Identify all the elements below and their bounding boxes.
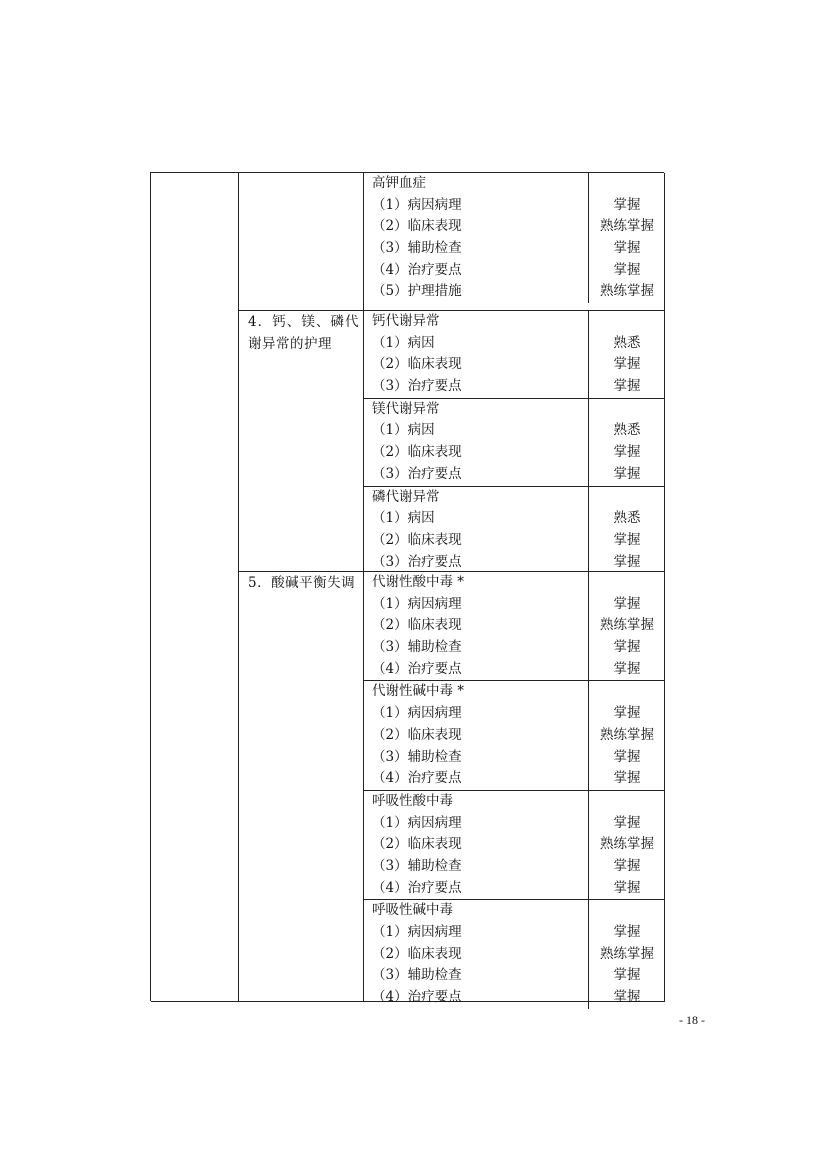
content-item: （1）病因病理 — [372, 196, 462, 213]
page-number: - 18 - — [679, 1013, 705, 1027]
content-item: （1）病因 — [372, 510, 435, 527]
requirement-level: 掌握 — [613, 444, 641, 461]
topic-title: 呼吸性碱中毒 — [372, 902, 453, 919]
content-item: （1）病因 — [372, 422, 435, 439]
unit-title: 5．酸碱平衡失调 — [248, 575, 356, 591]
requirement-level: 熟练掌握 — [600, 617, 654, 634]
unit-cell-calcium-magnesium-phosphorus — [239, 311, 364, 572]
content-item: （2）临床表现 — [372, 945, 462, 962]
content-block — [364, 572, 664, 681]
content-item: （3）治疗要点 — [372, 378, 462, 395]
content-item: （3）辅助检查 — [372, 639, 462, 656]
content-block — [364, 681, 664, 790]
content-item: （3）治疗要点 — [372, 465, 462, 482]
requirement-level: 掌握 — [613, 857, 641, 874]
syllabus-table — [150, 172, 664, 1006]
requirement-column — [589, 791, 665, 899]
content-item: （3）辅助检查 — [372, 857, 462, 874]
content-item: （1）病因病理 — [372, 924, 462, 940]
requirement-blank — [589, 900, 665, 922]
unit-title: 4．钙、镁、磷代谢异常的护理 — [248, 314, 359, 352]
unit-cell-empty — [239, 173, 364, 311]
content-item: （4）治疗要点 — [372, 660, 462, 677]
content-item: （4）治疗要点 — [372, 770, 462, 787]
requirement-level: 熟练掌握 — [600, 283, 654, 300]
content-item: （2）临床表现 — [372, 726, 462, 743]
requirement-blank — [589, 487, 665, 509]
requirement-level: 掌握 — [613, 595, 641, 612]
requirement-level: 熟悉 — [613, 510, 641, 527]
content-item: （2）临床表现 — [372, 444, 462, 461]
topic-title: 呼吸性酸中毒 — [372, 792, 453, 809]
requirement-blank — [589, 399, 665, 421]
requirement-level: 掌握 — [613, 967, 641, 984]
content-item: （5）护理措施 — [372, 283, 462, 300]
requirement-blank — [589, 681, 665, 703]
content-item: （2）临床表现 — [372, 218, 462, 235]
requirement-level: 掌握 — [613, 639, 641, 656]
requirement-level: 熟练掌握 — [600, 218, 654, 235]
content-block — [364, 399, 664, 487]
requirement-level: 掌握 — [613, 378, 641, 395]
content-text-column — [364, 311, 589, 398]
content-block — [364, 311, 664, 399]
content-text-column — [364, 399, 589, 486]
content-text-column — [364, 681, 589, 789]
content-cell — [364, 572, 665, 1006]
content-item: （4）治疗要点 — [372, 989, 462, 1006]
requirement-level: 熟练掌握 — [600, 726, 654, 743]
requirement-level: 掌握 — [613, 261, 641, 278]
content-item: （2）临床表现 — [372, 836, 462, 853]
content-cell — [364, 311, 665, 572]
requirement-level: 掌握 — [613, 748, 641, 765]
content-item: （2）临床表现 — [372, 617, 462, 634]
requirement-blank — [589, 173, 665, 195]
chapter-cell — [151, 173, 239, 1002]
topic-title: 代谢性酸中毒 * — [372, 574, 465, 590]
content-item: （3）辅助检查 — [372, 967, 462, 984]
content-text-column — [364, 572, 589, 680]
requirement-blank — [589, 572, 665, 594]
content-item: （4）治疗要点 — [372, 261, 462, 278]
requirement-level: 掌握 — [613, 770, 641, 787]
requirement-level: 熟悉 — [613, 422, 641, 439]
requirement-level: 掌握 — [613, 879, 641, 896]
requirement-level: 掌握 — [613, 814, 641, 831]
content-item: （1）病因病理 — [372, 705, 462, 722]
requirement-column — [589, 173, 665, 303]
requirement-level: 掌握 — [613, 660, 641, 677]
requirement-level: 熟练掌握 — [600, 836, 654, 853]
unit-title — [239, 173, 363, 174]
requirement-level: 掌握 — [613, 465, 641, 482]
requirement-blank — [589, 311, 665, 333]
topic-title: 磷代谢异常 — [372, 488, 440, 505]
content-item: （4）治疗要点 — [372, 879, 462, 896]
requirement-level: 熟悉 — [613, 334, 641, 351]
requirement-column — [589, 399, 665, 486]
topic-title: 高钾血症 — [372, 175, 426, 191]
content-item: （3）辅助检查 — [372, 748, 462, 765]
requirement-column — [589, 311, 665, 398]
content-cell — [364, 173, 665, 311]
content-block — [364, 900, 664, 1008]
content-item: （1）病因病理 — [372, 814, 462, 831]
content-item: （3）辅助检查 — [372, 240, 462, 257]
requirement-level: 熟练掌握 — [600, 945, 654, 962]
requirement-column — [589, 487, 665, 574]
content-block — [364, 487, 664, 574]
content-text-column — [364, 900, 589, 1008]
content-item: （2）临床表现 — [372, 356, 462, 373]
content-text-column — [364, 173, 589, 303]
requirement-column — [589, 900, 665, 1008]
requirement-level: 掌握 — [613, 531, 641, 548]
topic-title: 钙代谢异常 — [372, 313, 440, 329]
content-block — [364, 173, 664, 303]
requirement-blank — [589, 791, 665, 813]
content-item: （1）病因病理 — [372, 595, 462, 612]
requirement-level: 掌握 — [613, 553, 641, 570]
requirement-level: 掌握 — [613, 705, 641, 722]
unit-cell-acid-base — [239, 572, 364, 1002]
content-item: （2）临床表现 — [372, 531, 462, 548]
content-item: （3）治疗要点 — [372, 553, 462, 570]
requirement-level: 掌握 — [613, 356, 641, 373]
requirement-level: 掌握 — [613, 989, 641, 1006]
requirement-column — [589, 681, 665, 789]
topic-title: 镁代谢异常 — [372, 400, 440, 417]
requirement-level: 掌握 — [613, 924, 641, 940]
requirement-level: 掌握 — [613, 240, 641, 257]
content-item: （1）病因 — [372, 334, 435, 351]
topic-title: 代谢性碱中毒 * — [372, 683, 465, 700]
requirement-level: 掌握 — [613, 196, 641, 213]
requirement-column — [589, 572, 665, 680]
content-text-column — [364, 487, 589, 574]
content-text-column — [364, 791, 589, 899]
content-block — [364, 791, 664, 900]
